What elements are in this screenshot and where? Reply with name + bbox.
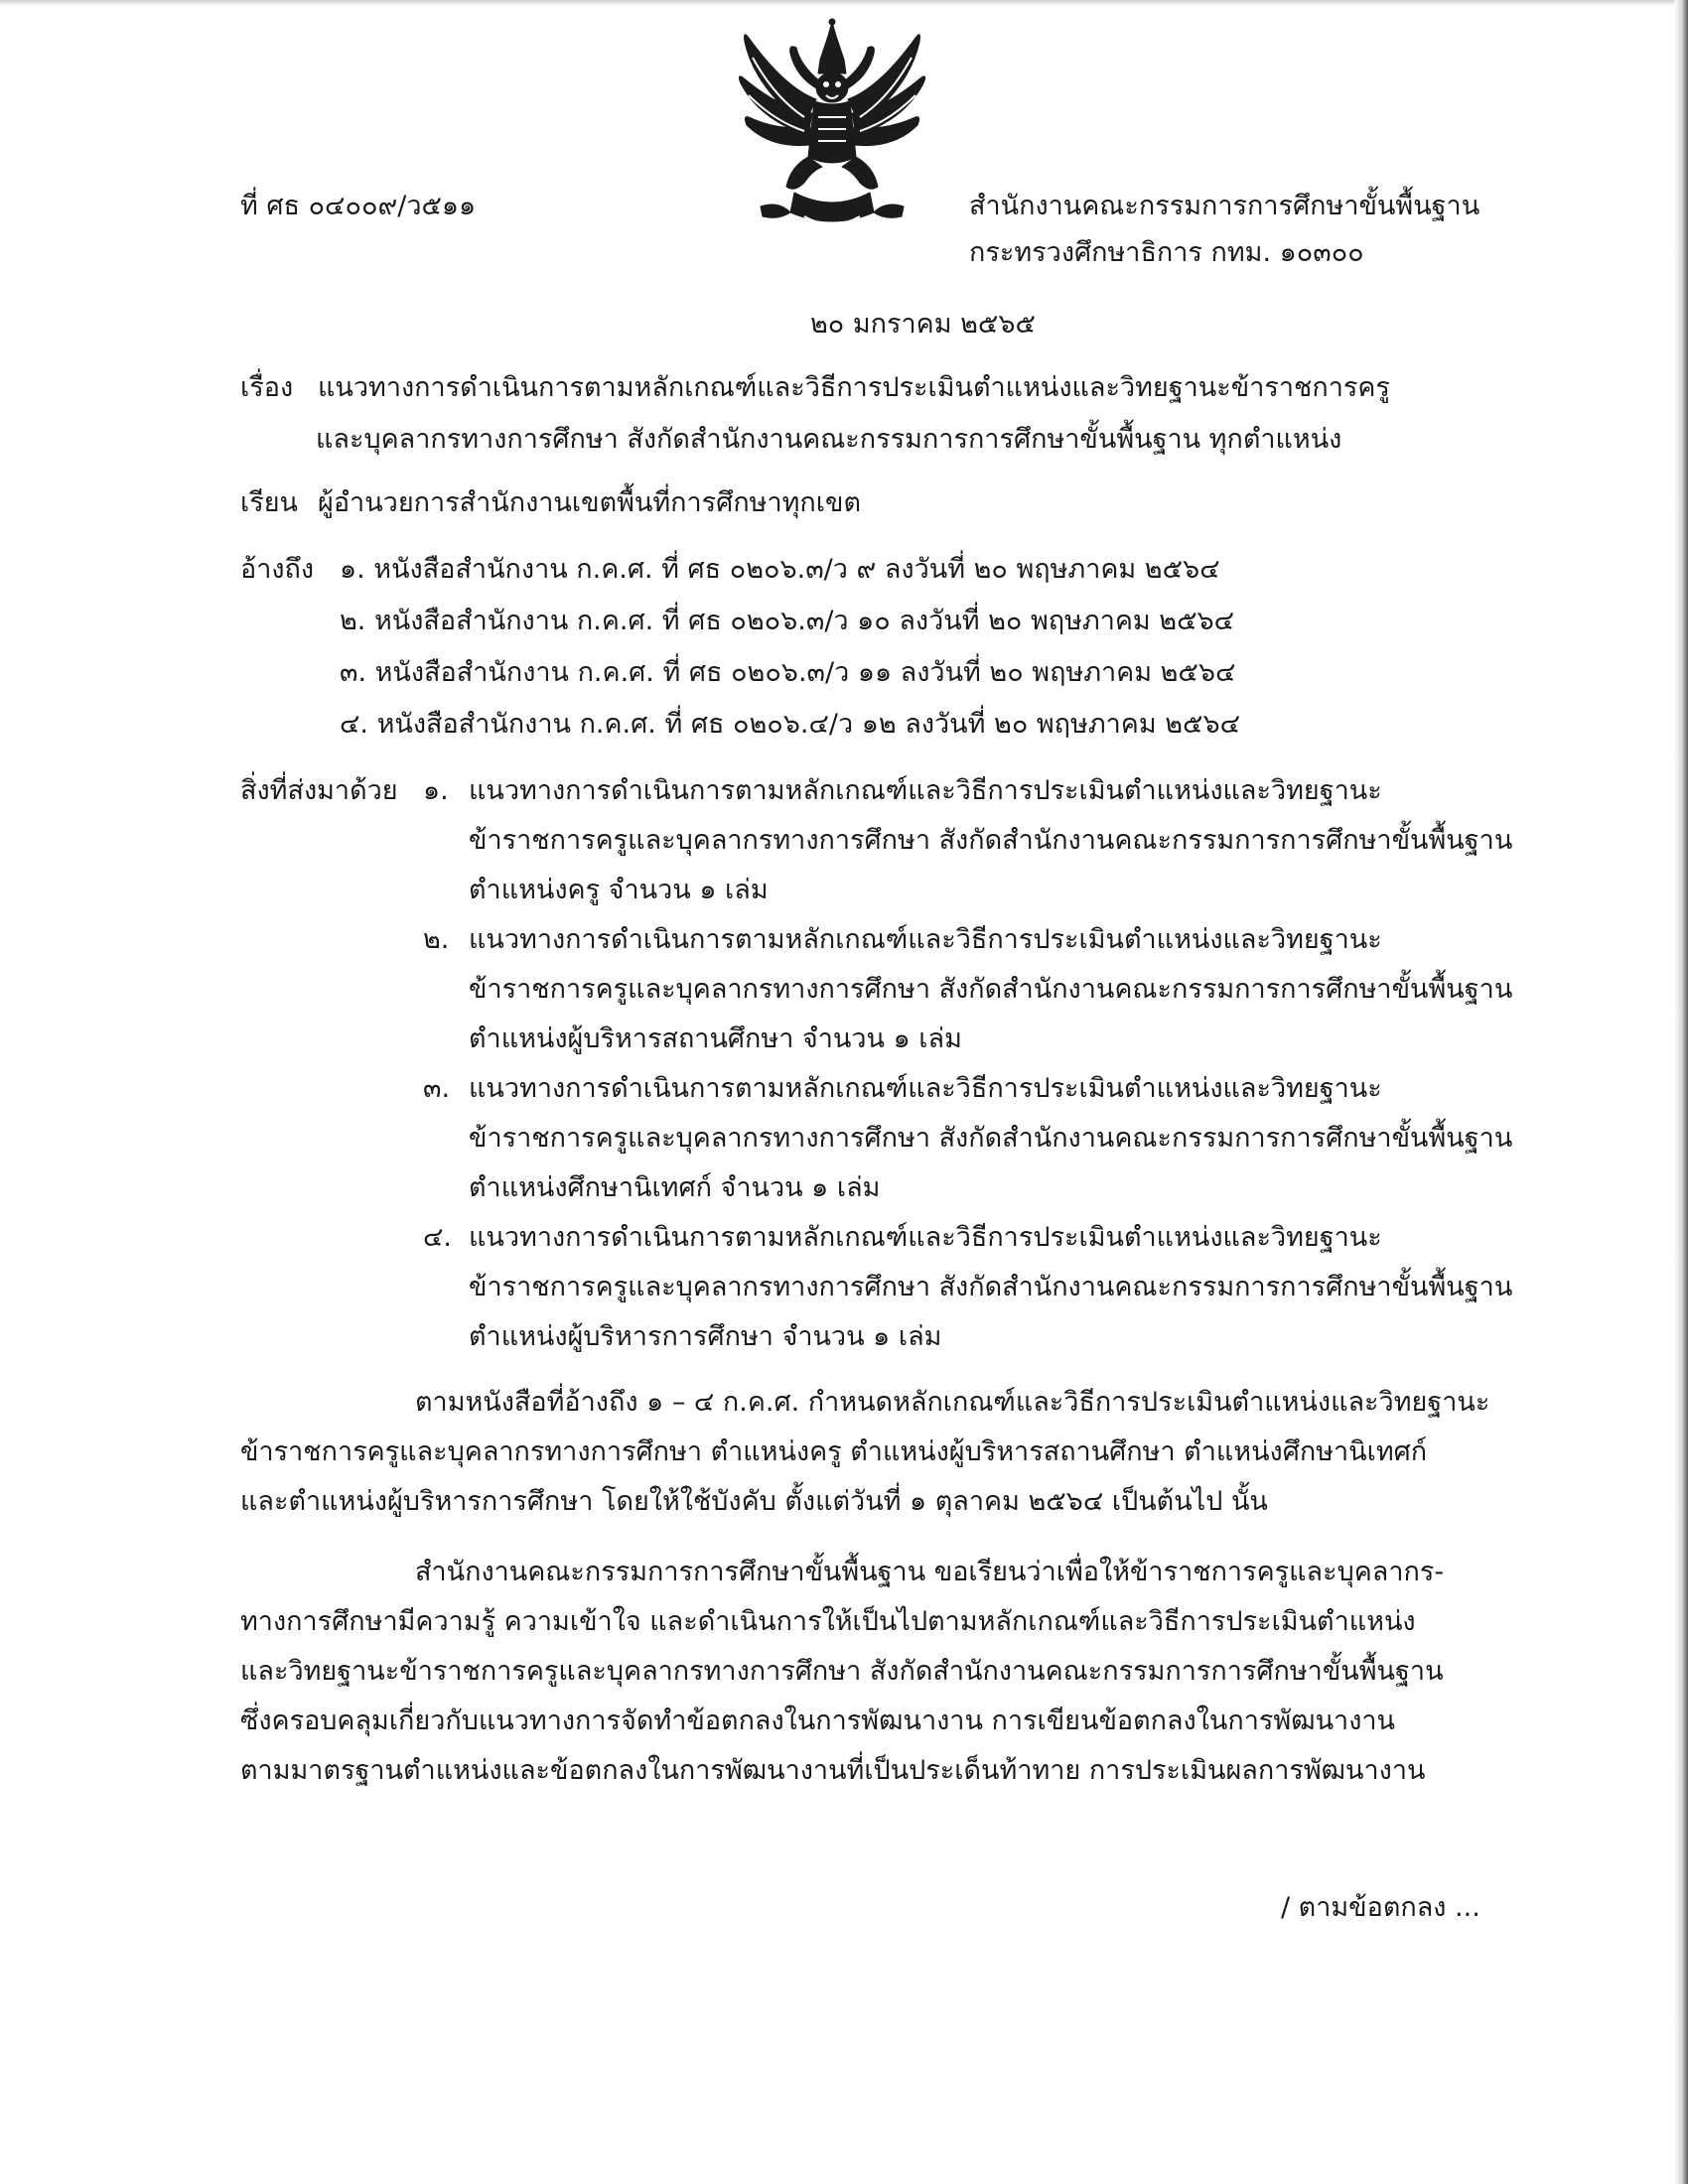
- enclosure-number: ๔.: [423, 1222, 453, 1253]
- subject-label: เรื่อง: [240, 372, 294, 403]
- body-paragraph-1-line: และตำแหน่งผู้บริหารการศึกษา โดยให้ใช้บังคับ ตั้งแต่วันที่ ๑ ตุลาคม ๒๕๖๔ เป็นต้นไป นั้น: [240, 1486, 1268, 1517]
- office-name: สำนักงานคณะกรรมการการศึกษาขั้นพื้นฐาน: [969, 191, 1480, 221]
- enclosure-line: ตำแหน่งครู จำนวน ๑ เล่ม: [469, 875, 769, 905]
- body-paragraph-2-line: ทางการศึกษามีความรู้ ความเข้าใจ และดำเนินการให้เป็นไปตามหลักเกณฑ์และวิธีการประเมินตำแหน่ง: [240, 1606, 1416, 1637]
- continuation-marker: / ตามข้อตกลง ...: [1281, 1892, 1480, 1923]
- reference-item-3: ๓. หนังสือสำนักงาน ก.ค.ศ. ที่ ศธ ๐๒๐๖.๓/ว ๑๑ ลงวันที่ ๒๐ พฤษภาคม ๒๕๖๔: [340, 657, 1236, 688]
- body-paragraph-2-line: สำนักงานคณะกรรมการการศึกษาขั้นพื้นฐาน ขอเรียนว่าเพื่อให้ข้าราชการครูและบุคลากร-: [415, 1557, 1445, 1587]
- scan-shadow-right: [1674, 0, 1688, 2184]
- body-paragraph-2-line: และวิทยฐานะข้าราชการครูและบุคลากรทางการศึกษา สังกัดสำนักงานคณะกรรมการการศึกษาขั้นพื้นฐาน: [240, 1656, 1444, 1687]
- enclosure-number: ๑.: [423, 775, 449, 806]
- body-paragraph-2-line: ซึ่งครอบคลุมเกี่ยวกับแนวทางการจัดทำข้อตกลงในการพัฒนางาน การเขียนข้อตกลงในการพัฒนางาน: [240, 1706, 1396, 1736]
- reference-item-1: ๑. หนังสือสำนักงาน ก.ค.ศ. ที่ ศธ ๐๒๐๖.๓/ว ๙ ลงวันที่ ๒๐ พฤษภาคม ๒๕๖๔: [340, 554, 1220, 585]
- enclosure-line: ตำแหน่งผู้บริหารสถานศึกษา จำนวน ๑ เล่ม: [469, 1024, 962, 1054]
- enclosure-line: ข้าราชการครูและบุคลากรทางการศึกษา สังกัดสำนักงานคณะกรรมการการศึกษาขั้นพื้นฐาน: [469, 1272, 1513, 1302]
- enclosure-line: ตำแหน่งผู้บริหารการศึกษา จำนวน ๑ เล่ม: [469, 1321, 942, 1352]
- subject-line-2: และบุคลากรทางการศึกษา สังกัดสำนักงานคณะกรรมการการศึกษาขั้นพื้นฐาน ทุกตำแหน่ง: [316, 424, 1342, 455]
- salutation-label: เรียน: [240, 487, 299, 518]
- enclosure-number: ๓.: [423, 1073, 451, 1104]
- references-label: อ้างถึง: [240, 554, 315, 585]
- enclosure-line: แนวทางการดำเนินการตามหลักเกณฑ์และวิธีการประเมินตำแหน่งและวิทยฐานะ: [469, 1073, 1382, 1104]
- body-paragraph-2-line: ตามมาตรฐานตำแหน่งและข้อตกลงในการพัฒนางานที่เป็นประเด็นท้าทาย การประเมินผลการพัฒนางาน: [240, 1755, 1426, 1786]
- office-address: กระทรวงศึกษาธิการ กทม. ๑๐๓๐๐: [969, 237, 1364, 268]
- scan-shadow-top: [0, 0, 1688, 6]
- subject-line-1: แนวทางการดำเนินการตามหลักเกณฑ์และวิธีการประเมินตำแหน่งและวิทยฐานะข้าราชการครู: [318, 372, 1390, 403]
- reference-item-2: ๒. หนังสือสำนักงาน ก.ค.ศ. ที่ ศธ ๐๒๐๖.๓/ว ๑๐ ลงวันที่ ๒๐ พฤษภาคม ๒๕๖๔: [340, 606, 1235, 636]
- enclosure-line: ข้าราชการครูและบุคลากรทางการศึกษา สังกัดสำนักงานคณะกรรมการการศึกษาขั้นพื้นฐาน: [469, 974, 1513, 1005]
- reference-number: ที่ ศธ ๐๔๐๐๙/ว๕๑๑: [240, 191, 477, 221]
- body-paragraph-1-line: ตามหนังสือที่อ้างถึง ๑ – ๔ ก.ค.ศ. กำหนดหลักเกณฑ์และวิธีการประเมินตำแหน่งและวิทยฐานะ: [415, 1387, 1490, 1418]
- enclosures-label: สิ่งที่ส่งมาด้วย: [240, 775, 398, 806]
- enclosure-number: ๒.: [423, 924, 450, 955]
- enclosure-line: ข้าราชการครูและบุคลากรทางการศึกษา สังกัดสำนักงานคณะกรรมการการศึกษาขั้นพื้นฐาน: [469, 1123, 1513, 1154]
- body-paragraph-1-line: ข้าราชการครูและบุคลากรทางการศึกษา ตำแหน่งครู ตำแหน่งผู้บริหารสถานศึกษา ตำแหน่งศึกษานิเทศก์: [240, 1436, 1428, 1467]
- enclosure-line: แนวทางการดำเนินการตามหลักเกณฑ์และวิธีการประเมินตำแหน่งและวิทยฐานะ: [469, 1222, 1382, 1253]
- enclosure-line: แนวทางการดำเนินการตามหลักเกณฑ์และวิธีการประเมินตำแหน่งและวิทยฐานะ: [469, 924, 1382, 955]
- enclosure-line: ตำแหน่งศึกษานิเทศก์ จำนวน ๑ เล่ม: [469, 1172, 881, 1203]
- letter-date: ๒๐ มกราคม ๒๕๖๕: [810, 309, 1036, 340]
- garuda-emblem-icon: [735, 18, 929, 238]
- enclosure-line: แนวทางการดำเนินการตามหลักเกณฑ์และวิธีการประเมินตำแหน่งและวิทยฐานะ: [469, 775, 1382, 806]
- recipient: ผู้อำนวยการสำนักงานเขตพื้นที่การศึกษาทุกเขต: [318, 487, 861, 518]
- reference-item-4: ๔. หนังสือสำนักงาน ก.ค.ศ. ที่ ศธ ๐๒๐๖.๔/ว ๑๒ ลงวันที่ ๒๐ พฤษภาคม ๒๕๖๔: [340, 709, 1241, 740]
- enclosure-line: ข้าราชการครูและบุคลากรทางการศึกษา สังกัดสำนักงานคณะกรรมการการศึกษาขั้นพื้นฐาน: [469, 825, 1513, 856]
